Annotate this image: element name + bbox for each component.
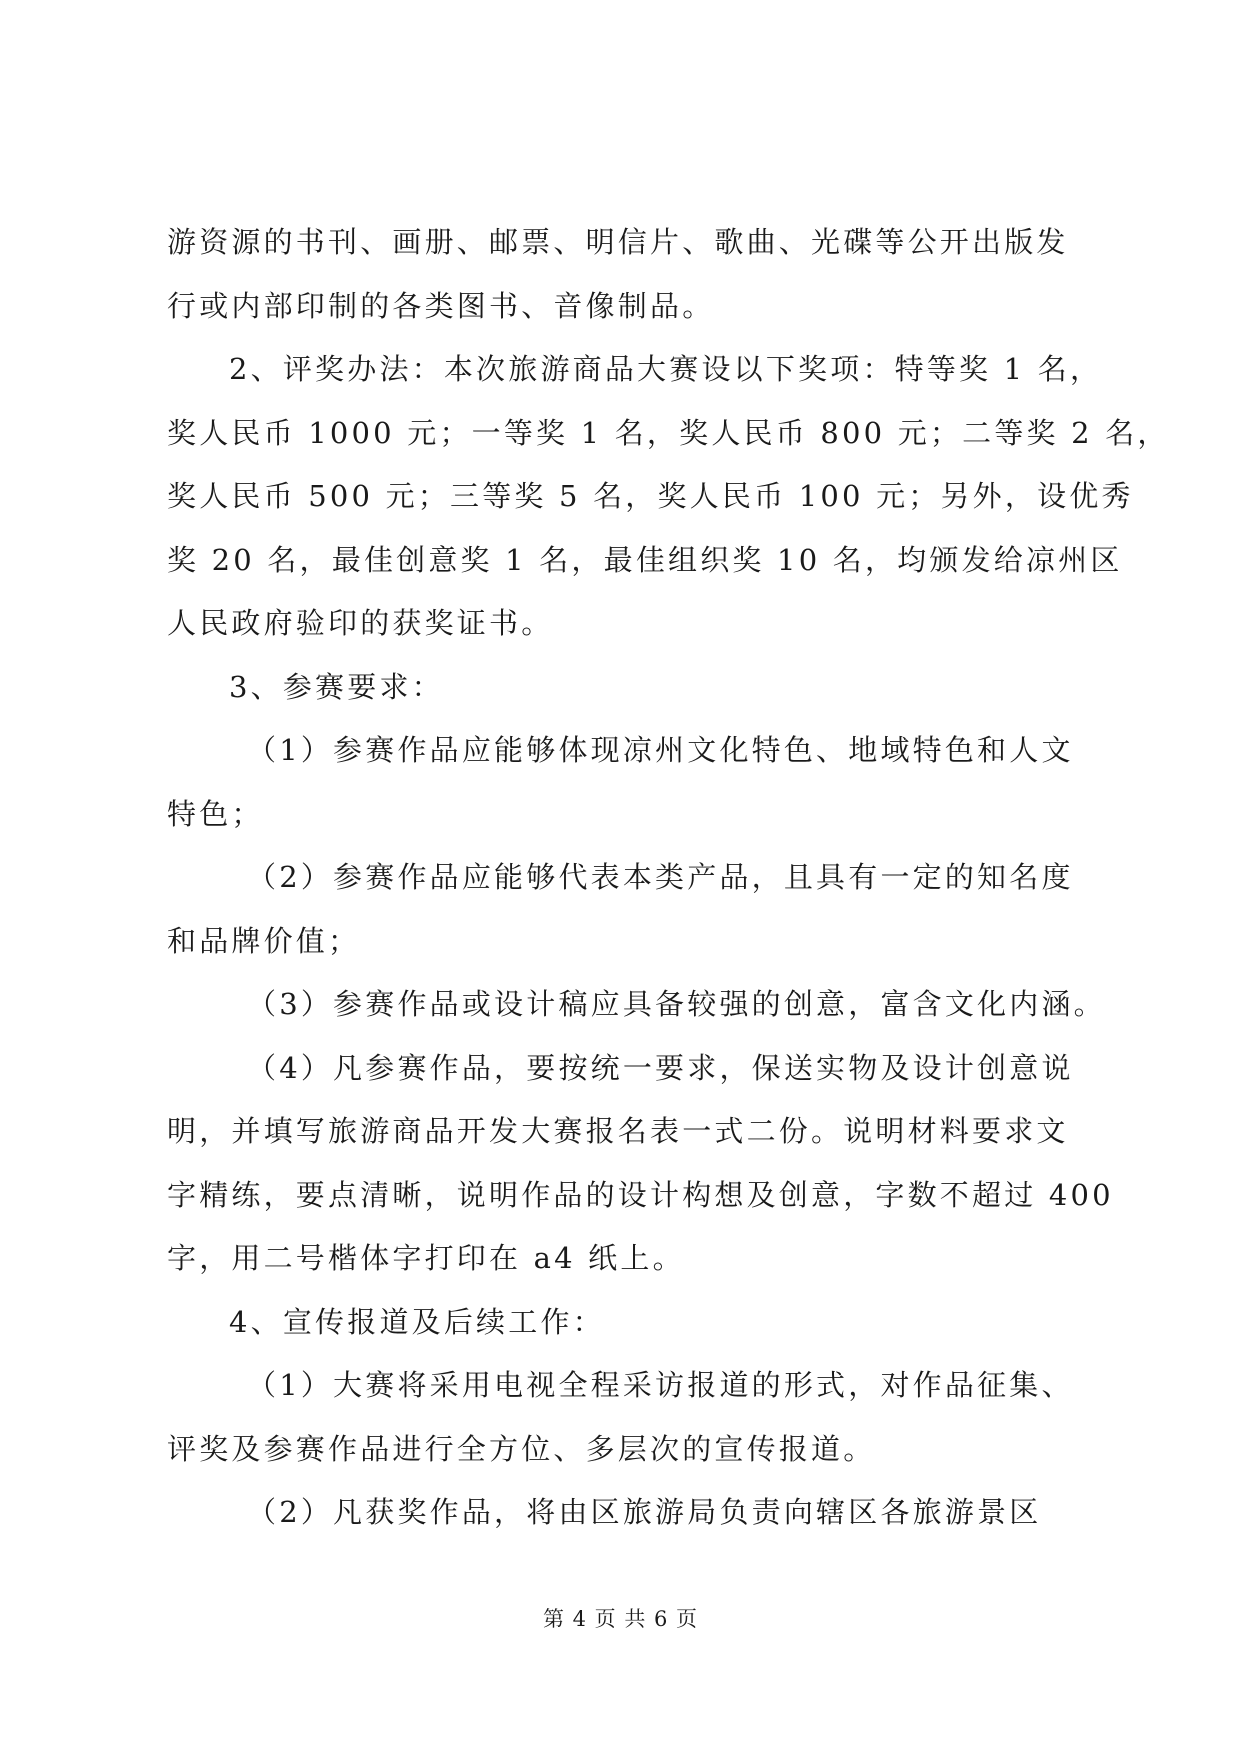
page-number-footer: 第 4 页 共 6 页 — [542, 1607, 699, 1631]
text-line: 奖 20 名，最佳创意奖 1 名，最佳组织奖 10 名，均颁发给凉州区 — [167, 542, 1123, 577]
text-line: 明，并填写旅游商品开发大赛报名表一式二份。说明材料要求文 — [167, 1114, 1069, 1148]
text-line: （3）参赛作品或设计稿应具备较强的创意，富含文化内涵。 — [247, 987, 1106, 1021]
text-line: 字，用二号楷体字打印在 a4 纸上。 — [167, 1241, 685, 1275]
text-line: 评奖及参赛作品进行全方位、多层次的宣传报道。 — [167, 1431, 876, 1466]
text-line: 人民政府验印的获奖证书。 — [167, 606, 554, 640]
text-line: （4）凡参赛作品，要按统一要求，保送实物及设计创意说 — [247, 1050, 1074, 1085]
text-line: 4、宣传报道及后续工作： — [229, 1304, 605, 1339]
document-body — [167, 225, 1170, 1559]
text-line: （1）参赛作品应能够体现凉州文化特色、地域特色和人文 — [247, 733, 1074, 767]
text-line: 奖人民币 1000 元；一等奖 1 名，奖人民币 800 元；二等奖 2 名， — [167, 415, 1170, 450]
text-line: （2）参赛作品应能够代表本类产品，且具有一定的知名度 — [247, 860, 1074, 894]
text-line: 2、评奖办法：本次旅游商品大赛设以下奖项：特等奖 1 名， — [229, 352, 1103, 386]
text-line: 奖人民币 500 元；三等奖 5 名，奖人民币 100 元；另外，设优秀 — [167, 479, 1134, 513]
text-line: （1）大赛将采用电视全程采访报道的形式，对作品征集、 — [247, 1368, 1074, 1402]
text-line: 行或内部印制的各类图书、音像制品。 — [167, 288, 715, 323]
text-line: 3、参赛要求： — [229, 669, 444, 704]
text-line: 字精练，要点清晰，说明作品的设计构想及创意，字数不超过 400 — [167, 1177, 1114, 1212]
text-line: 和品牌价值； — [167, 923, 361, 958]
text-line: 游资源的书刊、画册、邮票、明信片、歌曲、光碟等公开出版发 — [167, 225, 1069, 259]
text-line: （2）凡获奖作品，将由区旅游局负责向辖区各旅游景区 — [247, 1495, 1042, 1529]
text-line: 特色； — [167, 796, 264, 831]
